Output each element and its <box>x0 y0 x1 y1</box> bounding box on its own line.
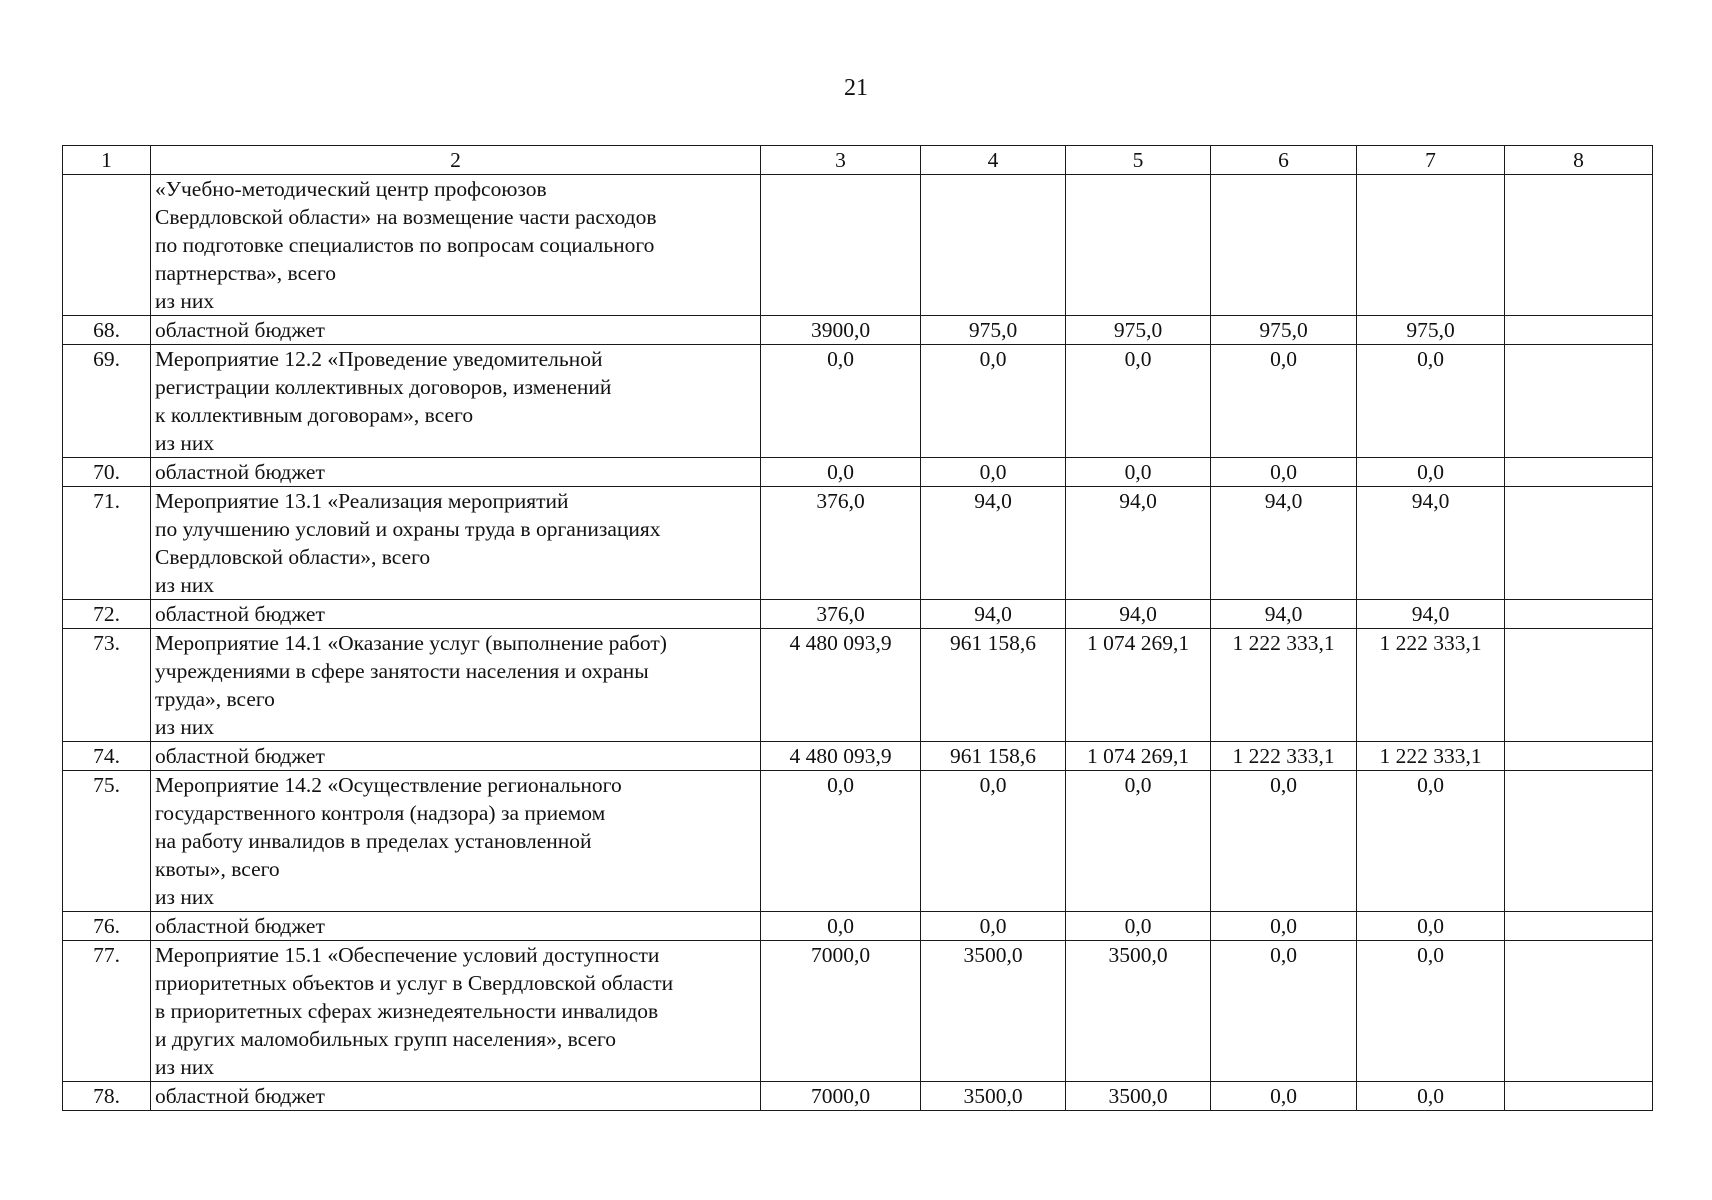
description-cell <box>151 458 761 487</box>
value-cell-col-7: 975,0 <box>1357 316 1505 345</box>
value-cell-col-5: 3500,0 <box>1066 941 1211 1082</box>
header-cell: 4 <box>921 146 1066 175</box>
value-cell-col-6: 94,0 <box>1211 487 1357 600</box>
value-cell-col-4: 961 158,6 <box>921 742 1066 771</box>
table-row <box>63 742 1653 771</box>
value-cell-col-8 <box>1505 912 1653 941</box>
description-line: областной бюджет <box>155 460 325 484</box>
description-line: областной бюджет <box>155 318 325 342</box>
page-number: 21 <box>844 75 868 101</box>
value-cell-col-8 <box>1505 1082 1653 1111</box>
row-number-cell: 74. <box>63 742 151 771</box>
value-cell-col-4: 0,0 <box>921 771 1066 912</box>
description-line: регистрации коллективных договоров, изменений <box>155 375 612 399</box>
value-cell-col-8 <box>1505 487 1653 600</box>
table-row <box>63 600 1653 629</box>
value-cell-col-7: 0,0 <box>1357 345 1505 458</box>
description-cell <box>151 487 761 600</box>
value-cell-col-7: 0,0 <box>1357 912 1505 941</box>
table-row <box>63 771 1653 912</box>
value-cell-col-4 <box>921 175 1066 316</box>
description-line: из них <box>155 289 215 313</box>
header-cell: 1 <box>63 146 151 175</box>
value-cell-col-7: 0,0 <box>1357 458 1505 487</box>
value-cell-col-3: 0,0 <box>761 771 921 912</box>
value-cell-col-8 <box>1505 345 1653 458</box>
header-cell: 2 <box>151 146 761 175</box>
value-cell-col-8 <box>1505 742 1653 771</box>
description-line: на работу инвалидов в пределах установленной <box>155 829 592 853</box>
value-cell-col-3: 4 480 093,9 <box>761 742 921 771</box>
header-cell: 3 <box>761 146 921 175</box>
value-cell-col-3 <box>761 175 921 316</box>
row-number-cell: 72. <box>63 600 151 629</box>
description-cell <box>151 345 761 458</box>
description-line: и других маломобильных групп населения», всего <box>155 1027 617 1051</box>
value-cell-col-4: 0,0 <box>921 345 1066 458</box>
table-row <box>63 487 1653 600</box>
description-line: к коллективным договорам», всего <box>155 403 474 427</box>
description-line: «Учебно-методический центр профсоюзов <box>155 177 547 201</box>
row-number-cell: 73. <box>63 629 151 742</box>
value-cell-col-5: 0,0 <box>1066 458 1211 487</box>
description-line: областной бюджет <box>155 914 325 938</box>
value-cell-col-5: 0,0 <box>1066 345 1211 458</box>
value-cell-col-4: 975,0 <box>921 316 1066 345</box>
table-row <box>63 941 1653 1082</box>
value-cell-col-5: 0,0 <box>1066 912 1211 941</box>
description-line: Мероприятие 15.1 «Обеспечение условий доступности <box>155 943 660 967</box>
row-number-cell: 76. <box>63 912 151 941</box>
description-line: учреждениями в сфере занятости населения и охраны <box>155 659 649 683</box>
value-cell-col-5: 1 074 269,1 <box>1066 629 1211 742</box>
row-number-cell: 68. <box>63 316 151 345</box>
description-line: приоритетных объектов и услуг в Свердловской области <box>155 971 674 995</box>
description-line: труда», всего <box>155 687 275 711</box>
description-line: из них <box>155 1055 215 1079</box>
table-body <box>63 146 1653 1111</box>
description-line: из них <box>155 885 215 909</box>
description-line: партнерства», всего <box>155 261 336 285</box>
description-line: Мероприятие 14.2 «Осуществление регионального <box>155 773 622 797</box>
row-number-cell: 69. <box>63 345 151 458</box>
value-cell-col-8 <box>1505 316 1653 345</box>
description-line: Свердловской области» на возмещение части расходов <box>155 205 657 229</box>
header-row <box>63 146 1653 175</box>
value-cell-col-8 <box>1505 771 1653 912</box>
header-cell: 6 <box>1211 146 1357 175</box>
value-cell-col-3: 0,0 <box>761 345 921 458</box>
description-cell <box>151 316 761 345</box>
value-cell-col-3: 3900,0 <box>761 316 921 345</box>
table-row <box>63 629 1653 742</box>
value-cell-col-7: 0,0 <box>1357 941 1505 1082</box>
value-cell-col-7 <box>1357 175 1505 316</box>
description-cell <box>151 1082 761 1111</box>
description-line: государственного контроля (надзора) за приемом <box>155 801 606 825</box>
value-cell-col-5: 94,0 <box>1066 487 1211 600</box>
value-cell-col-6: 0,0 <box>1211 941 1357 1082</box>
table-row <box>63 912 1653 941</box>
value-cell-col-5 <box>1066 175 1211 316</box>
value-cell-col-6: 0,0 <box>1211 345 1357 458</box>
value-cell-col-7: 0,0 <box>1357 1082 1505 1111</box>
value-cell-col-5: 0,0 <box>1066 771 1211 912</box>
table-row <box>63 316 1653 345</box>
description-line: областной бюджет <box>155 1084 325 1108</box>
value-cell-col-4: 0,0 <box>921 458 1066 487</box>
value-cell-col-5: 94,0 <box>1066 600 1211 629</box>
description-cell <box>151 742 761 771</box>
value-cell-col-8 <box>1505 600 1653 629</box>
value-cell-col-4: 3500,0 <box>921 941 1066 1082</box>
description-line: по улучшению условий и охраны труда в организациях <box>155 517 661 541</box>
value-cell-col-5: 3500,0 <box>1066 1082 1211 1111</box>
value-cell-col-6: 0,0 <box>1211 458 1357 487</box>
description-line: областной бюджет <box>155 602 325 626</box>
description-line: квоты», всего <box>155 857 280 881</box>
value-cell-col-6: 1 222 333,1 <box>1211 742 1357 771</box>
description-line: Мероприятие 14.1 «Оказание услуг (выполнение работ) <box>155 631 667 655</box>
header-cell: 7 <box>1357 146 1505 175</box>
description-cell <box>151 175 761 316</box>
description-line: по подготовке специалистов по вопросам социального <box>155 233 655 257</box>
value-cell-col-8 <box>1505 175 1653 316</box>
value-cell-col-3: 0,0 <box>761 458 921 487</box>
value-cell-col-6: 0,0 <box>1211 771 1357 912</box>
description-cell <box>151 941 761 1082</box>
description-line: Мероприятие 13.1 «Реализация мероприятий <box>155 489 569 513</box>
description-cell <box>151 771 761 912</box>
value-cell-col-6: 975,0 <box>1211 316 1357 345</box>
value-cell-col-6: 94,0 <box>1211 600 1357 629</box>
row-number-cell: 75. <box>63 771 151 912</box>
value-cell-col-4: 3500,0 <box>921 1082 1066 1111</box>
row-number-cell: 77. <box>63 941 151 1082</box>
value-cell-col-5: 975,0 <box>1066 316 1211 345</box>
value-cell-col-3: 376,0 <box>761 487 921 600</box>
row-number-cell <box>63 175 151 316</box>
value-cell-col-4: 0,0 <box>921 912 1066 941</box>
value-cell-col-3: 376,0 <box>761 600 921 629</box>
value-cell-col-8 <box>1505 629 1653 742</box>
value-cell-col-7: 1 222 333,1 <box>1357 742 1505 771</box>
value-cell-col-6: 0,0 <box>1211 912 1357 941</box>
value-cell-col-4: 961 158,6 <box>921 629 1066 742</box>
row-number-cell: 78. <box>63 1082 151 1111</box>
row-number-cell: 70. <box>63 458 151 487</box>
description-line: из них <box>155 715 215 739</box>
description-line: из них <box>155 573 215 597</box>
value-cell-col-6: 0,0 <box>1211 1082 1357 1111</box>
table-row <box>63 1082 1653 1111</box>
value-cell-col-7: 94,0 <box>1357 487 1505 600</box>
table-row <box>63 345 1653 458</box>
budget-table <box>62 145 1653 1111</box>
description-line: областной бюджет <box>155 744 325 768</box>
value-cell-col-6 <box>1211 175 1357 316</box>
value-cell-col-7: 0,0 <box>1357 771 1505 912</box>
value-cell-col-4: 94,0 <box>921 600 1066 629</box>
header-cell: 8 <box>1505 146 1653 175</box>
value-cell-col-7: 1 222 333,1 <box>1357 629 1505 742</box>
value-cell-col-5: 1 074 269,1 <box>1066 742 1211 771</box>
value-cell-col-6: 1 222 333,1 <box>1211 629 1357 742</box>
value-cell-col-3: 7000,0 <box>761 1082 921 1111</box>
header-cell: 5 <box>1066 146 1211 175</box>
description-line: Свердловской области», всего <box>155 545 431 569</box>
row-number-cell: 71. <box>63 487 151 600</box>
description-cell <box>151 629 761 742</box>
description-cell <box>151 600 761 629</box>
value-cell-col-7: 94,0 <box>1357 600 1505 629</box>
description-line: из них <box>155 431 215 455</box>
description-line: Мероприятие 12.2 «Проведение уведомительной <box>155 347 603 371</box>
value-cell-col-8 <box>1505 458 1653 487</box>
description-line: в приоритетных сферах жизнедеятельности инвалидов <box>155 999 659 1023</box>
table-row <box>63 175 1653 316</box>
value-cell-col-3: 0,0 <box>761 912 921 941</box>
table-row <box>63 458 1653 487</box>
value-cell-col-3: 4 480 093,9 <box>761 629 921 742</box>
value-cell-col-3: 7000,0 <box>761 941 921 1082</box>
value-cell-col-8 <box>1505 941 1653 1082</box>
description-cell <box>151 912 761 941</box>
value-cell-col-4: 94,0 <box>921 487 1066 600</box>
